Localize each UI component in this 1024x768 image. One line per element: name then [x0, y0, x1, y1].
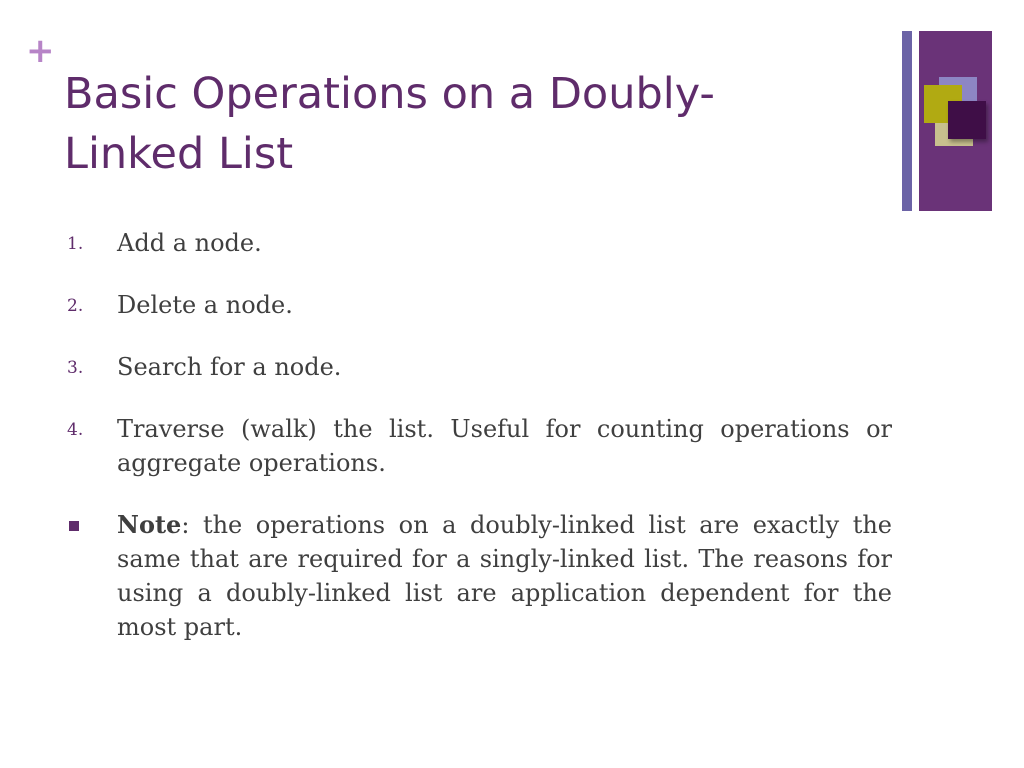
list-item-text: Delete a node. [117, 291, 293, 319]
list-item-number: 2. [67, 296, 84, 316]
decorative-squares-graphic [902, 31, 992, 211]
list-item-text: Traverse (walk) the list. Useful for counting operations or aggregate operations. [117, 415, 892, 477]
note-item [64, 508, 892, 644]
list-item-number: 3. [67, 358, 84, 378]
decor-square-dark [948, 101, 986, 139]
slide-title [64, 64, 854, 184]
list-item [64, 226, 892, 260]
list-item-number: 4. [67, 420, 84, 440]
list-item-text: Search for a node. [117, 353, 342, 381]
list-item-text: Add a node. [117, 229, 262, 257]
slide-body [64, 226, 892, 672]
list-item [64, 412, 892, 480]
square-bullet-icon [69, 521, 79, 531]
note-label: Note [117, 510, 182, 539]
slide-title-line-2: Linked List [64, 129, 294, 179]
list-item [64, 350, 892, 384]
list-item [64, 288, 892, 322]
decor-thin-bar [902, 31, 912, 211]
slide-title-line-1: Basic Operations on a Doubly- [64, 69, 715, 119]
list-item-number: 1. [67, 234, 84, 254]
plus-mark-icon: + [26, 31, 55, 71]
note-text: : the operations on a doubly-linked list are exactly the same that are required for a singly-linked list. The reasons for using a doubly-linked list are application dependent for the most part. [117, 511, 892, 641]
